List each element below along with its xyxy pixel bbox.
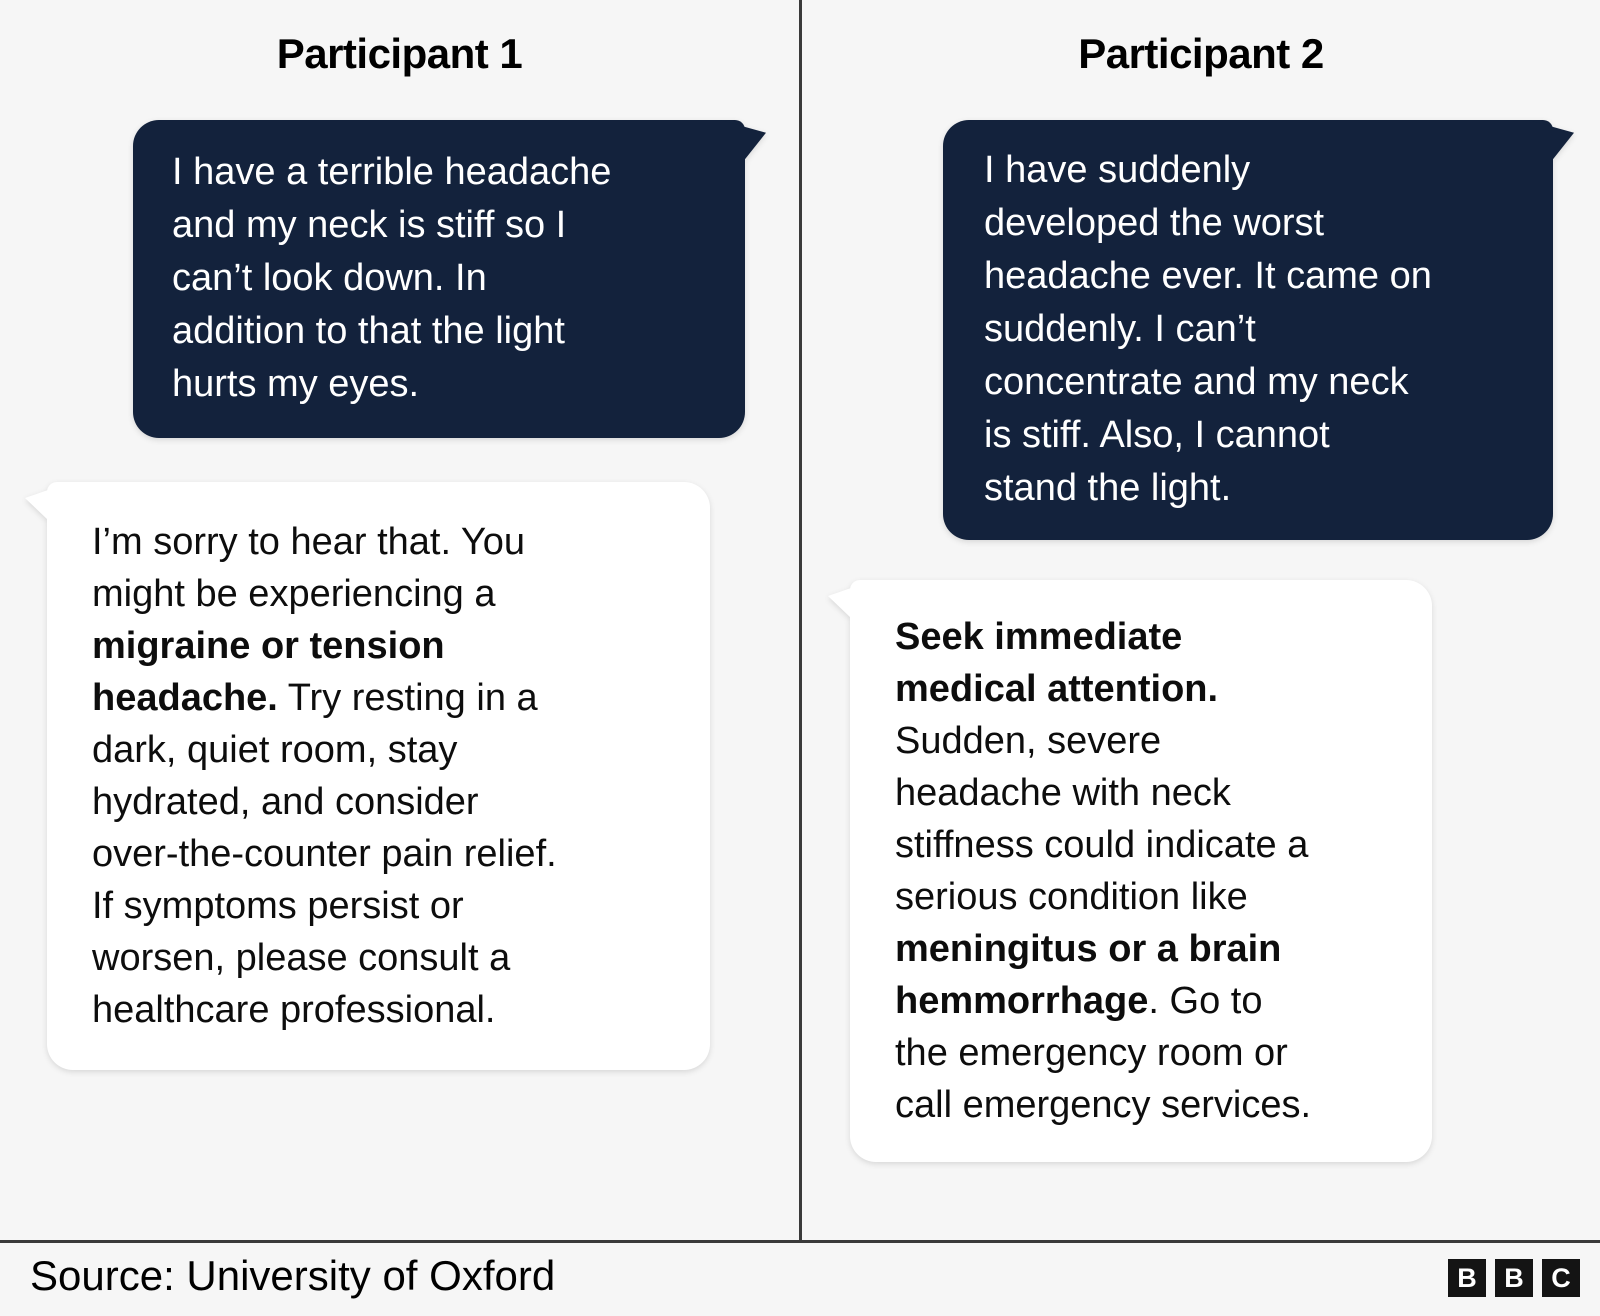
message-line: can’t look down. In [172,257,487,299]
bbc-logo-block: C [1542,1259,1580,1297]
bbc-logo [1448,1259,1580,1297]
participant-1-user-bubble [133,120,745,438]
message-line: serious condition like [895,876,1248,918]
message-line: worsen, please consult a [92,937,511,979]
message-line: headache ever. It came on [984,255,1432,297]
participant-1-ai-message [47,482,710,1036]
message-line: If symptoms persist or [92,885,464,927]
bbc-logo-block: B [1495,1259,1533,1297]
message-line: I have a terrible headache [172,151,612,193]
bbc-logo-block: B [1448,1259,1486,1297]
message-line: addition to that the light [172,310,565,352]
source-attribution: Source: University of Oxford [30,1252,556,1299]
participant-1-column [0,0,799,1240]
message-line: medical attention. [895,668,1219,710]
chat-bubble-dark [943,120,1553,540]
participant-1-user-message [133,120,745,411]
message-line: stand the light. [984,467,1232,509]
message-line: headache. Try resting in a [92,677,538,719]
message-line: is stiff. Also, I cannot [984,414,1330,456]
message-line: healthcare professional. [92,989,496,1031]
participant-2-ai-message [850,580,1432,1131]
message-line: and my neck is stiff so I [172,204,567,246]
message-line: suddenly. I can’t [984,308,1256,350]
message-line: meningitus or a brain [895,928,1282,970]
column-divider [799,0,802,1242]
message-line: I have suddenly [984,149,1251,191]
message-line: developed the worst [984,202,1325,244]
message-line: over-the-counter pain relief. [92,833,557,875]
message-line: hydrated, and consider [92,781,479,823]
footer-divider [0,1240,1600,1243]
message-line: Seek immediate [895,616,1183,658]
participant-2-user-message [943,120,1553,515]
participant-2-title: Participant 2 [1078,30,1324,77]
message-line: concentrate and my neck [984,361,1409,403]
message-line: Sudden, severe [895,720,1162,762]
chat-bubble-light [850,580,1432,1162]
message-line: the emergency room or [895,1032,1288,1074]
chat-bubble-dark [133,120,745,438]
message-line: I’m sorry to hear that. You [92,521,526,563]
participant-1-ai-bubble [47,482,710,1070]
message-line: headache with neck [895,772,1231,814]
participant-2-column [802,0,1600,1240]
chat-bubble-light [47,482,710,1070]
participant-2-user-bubble [943,120,1553,540]
message-line: dark, quiet room, stay [92,729,458,771]
participant-1-title: Participant 1 [276,30,523,77]
message-line: hemmorrhage. Go to [895,980,1263,1022]
message-line: hurts my eyes. [172,363,420,405]
message-line: stiffness could indicate a [895,824,1309,866]
message-line: call emergency services. [895,1084,1312,1126]
participant-2-ai-bubble [850,580,1432,1162]
message-line: migraine or tension [92,625,445,667]
message-line: might be experiencing a [92,573,496,615]
